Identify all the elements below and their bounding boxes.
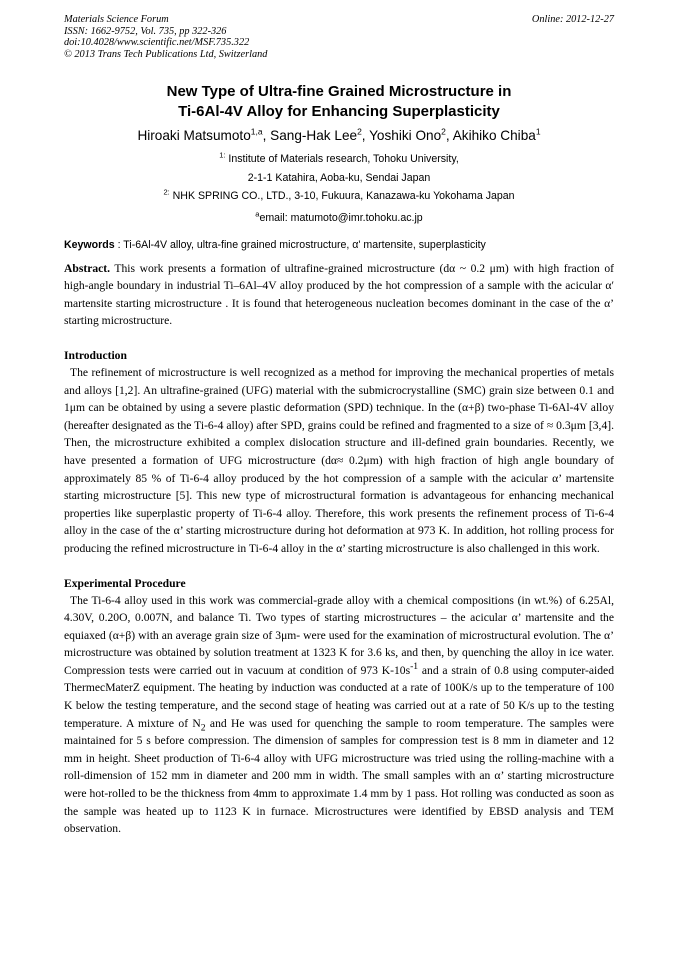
affil-1-line-1: Institute of Materials research, Tohoku University, [225,153,459,166]
author-separator: , [361,128,370,144]
email-text: email: matumoto@imr.tohoku.ac.jp [259,211,423,224]
paper-title [64,82,614,122]
affiliations [64,150,614,205]
experimental-text-c: and He was used for quenching the sample to room temperature. The samples were maintained for 5 s before compression. The dimension of samples for compression test is 8 mm in diameter and 12 mm in height. Sheet production of Ti-6-4 alloy with UFG microstructure was tried using the rolling-machine with a roll-dimension of 152 mm in diameter and 200 mm in width. The small samples with an α’ starting microstructure were hot-rolled to be the thickness from 4mm to approximate 1.4 mm by 1 pass. Hot rolling was conducted as soon as the sample was heated up to 1123 K in furnace. Microstructures were identified by EBSD analysis and TEM observation. [64,716,614,836]
affil-1-line-2: 2-1-1 Katahira, Aoba-ku, Sendai Japan [247,171,431,184]
author-affil-mark: 1 [535,126,541,137]
strain-rate-exponent: -1 [410,661,419,673]
affil-mark-2: 2: [163,187,170,197]
keywords-label: Keywords [64,238,115,251]
affil-mark-1: 1: [219,150,226,160]
title-line-1: New Type of Ultra-fine Grained Microstructure in [166,83,512,101]
author-name: Akihiko Chiba [452,128,536,144]
author-name: Sang-Hak Lee [270,128,358,144]
experimental-heading: Experimental Procedure [64,576,186,590]
experimental-text-a: The Ti-6-4 alloy used in this work was commercial-grade alloy with a chemical compositions (in wt.%) of 6.25Al, 4.30V, 0.20O, 0.007N, and balance Ti. Two types of starting microstructures – the acicular α’ martensite and the equiaxed (α+β) with an average grain size of 3μm- were used for the examination of microstructural evolution. The α’ microstructure was obtained by solution treatment at 1323 K for 3.6 ks, and then, by quenching the alloy in ice water. Compression tests were carried out in vacuum at condition of 973 K-10s [64,593,614,677]
author-list [64,126,614,146]
affiliation-2 [64,187,614,205]
doi: doi:10.4028/www.scientific.net/MSF.735.322 [64,37,250,49]
abstract-label: Abstract. [64,261,111,275]
title-line-2: Ti-6Al-4V Alloy for Enhancing Superplasticity [178,103,500,121]
experimental-paragraph [64,592,614,838]
email-mark: a [255,209,260,219]
introduction-heading: Introduction [64,348,127,362]
issn: ISSN: 1662-9752, Vol. 735, pp 322-326 [64,25,227,37]
journal-name: Materials Science Forum [64,14,169,25]
author-name: Hiroaki Matsumoto [137,128,251,144]
online-date: Online: 2012-12-27 [531,14,614,25]
copyright: © 2013 Trans Tech Publications Ltd, Switzerland [64,48,268,60]
author-name: Yoshiki Ono [369,128,442,144]
author-affil-mark: 2 [357,126,362,137]
author-separator: , [262,128,271,144]
experimental-text-b: and a strain of 0.8 using computer-aided ThermecMaterZ equipment. The heating by induction was conducted at a rate of 100K/s up to the temperature of 100 K below the testing temperature, and the second stage of heating was carried out at a rate of 50 K/s up to the testing temperature. A mixture of N [64,663,614,730]
keywords-text: : Ti-6Al-4V alloy, ultra-fine grained microstructure, α' martensite, superplasticity [114,238,486,251]
nitrogen-subscript: 2 [200,721,206,733]
author-separator: , [445,128,453,144]
abstract-text: This work presents a formation of ultrafine-grained microstructure (dα ~ 0.2 μm) with high fraction of high-angle boundary in industrial Ti–6Al–4V alloy produced by the hot compression of a sample with the acicular α′ martensite starting microstructure . It is found that heterogeneous nucleation becomes dominant in the case of the α’ starting microstructure. [64,261,614,328]
journal-header [64,14,614,60]
author-affil-mark: 1,a [250,126,263,137]
affil-2-line-1: NHK SPRING CO., LTD., 3-10, Fukuura, Kanazawa-ku Yokohama Japan [169,190,515,203]
author-affil-mark: 2 [441,126,446,137]
abstract [64,260,614,330]
keywords [64,238,614,252]
author-email [64,209,614,224]
affiliation-1 [64,150,614,168]
introduction-paragraph: The refinement of microstructure is well recognized as a method for improving the mechanical properties of metals and alloys [1,2]. An ultrafine-grained (UFG) material with the submicrocrystalline (SMC) grain size between 0.1 and 1μm can be obtained by using a severe plastic deformation (SPD) technique. In the (α+β) two-phase Ti-6Al-4V alloy (hereafter designated as the Ti-6-4 alloy) after SPD, grains could be refined and fragmented to a size of ≈ 0.3μm [3,4]. Then, the microstructure exhibited a complex dislocation structure and ill-defined grain boundaries. Recently, we have presented a formation of UFG microstructure (dα≈ 0.2μm) with high fraction of high angle boundary of approximately 85 % of Ti-6-4 alloy produced by the hot compression of a sample with the acicular α’ martensite starting microstructure [5]. This new type of microstructural formation is advantageous for enhancing mechanical properties like superplastic property of Ti-6-4 alloy. Therefore, this work presents the refinement process of Ti-6-4 alloy in the case of the α’ starting microstructure during hot deformation at 973 K. In addition, hot rolling process for producing the refined microstructure in Ti-6-4 alloy in the α’ starting microstructure is also challenged in this work. [64,365,615,555]
